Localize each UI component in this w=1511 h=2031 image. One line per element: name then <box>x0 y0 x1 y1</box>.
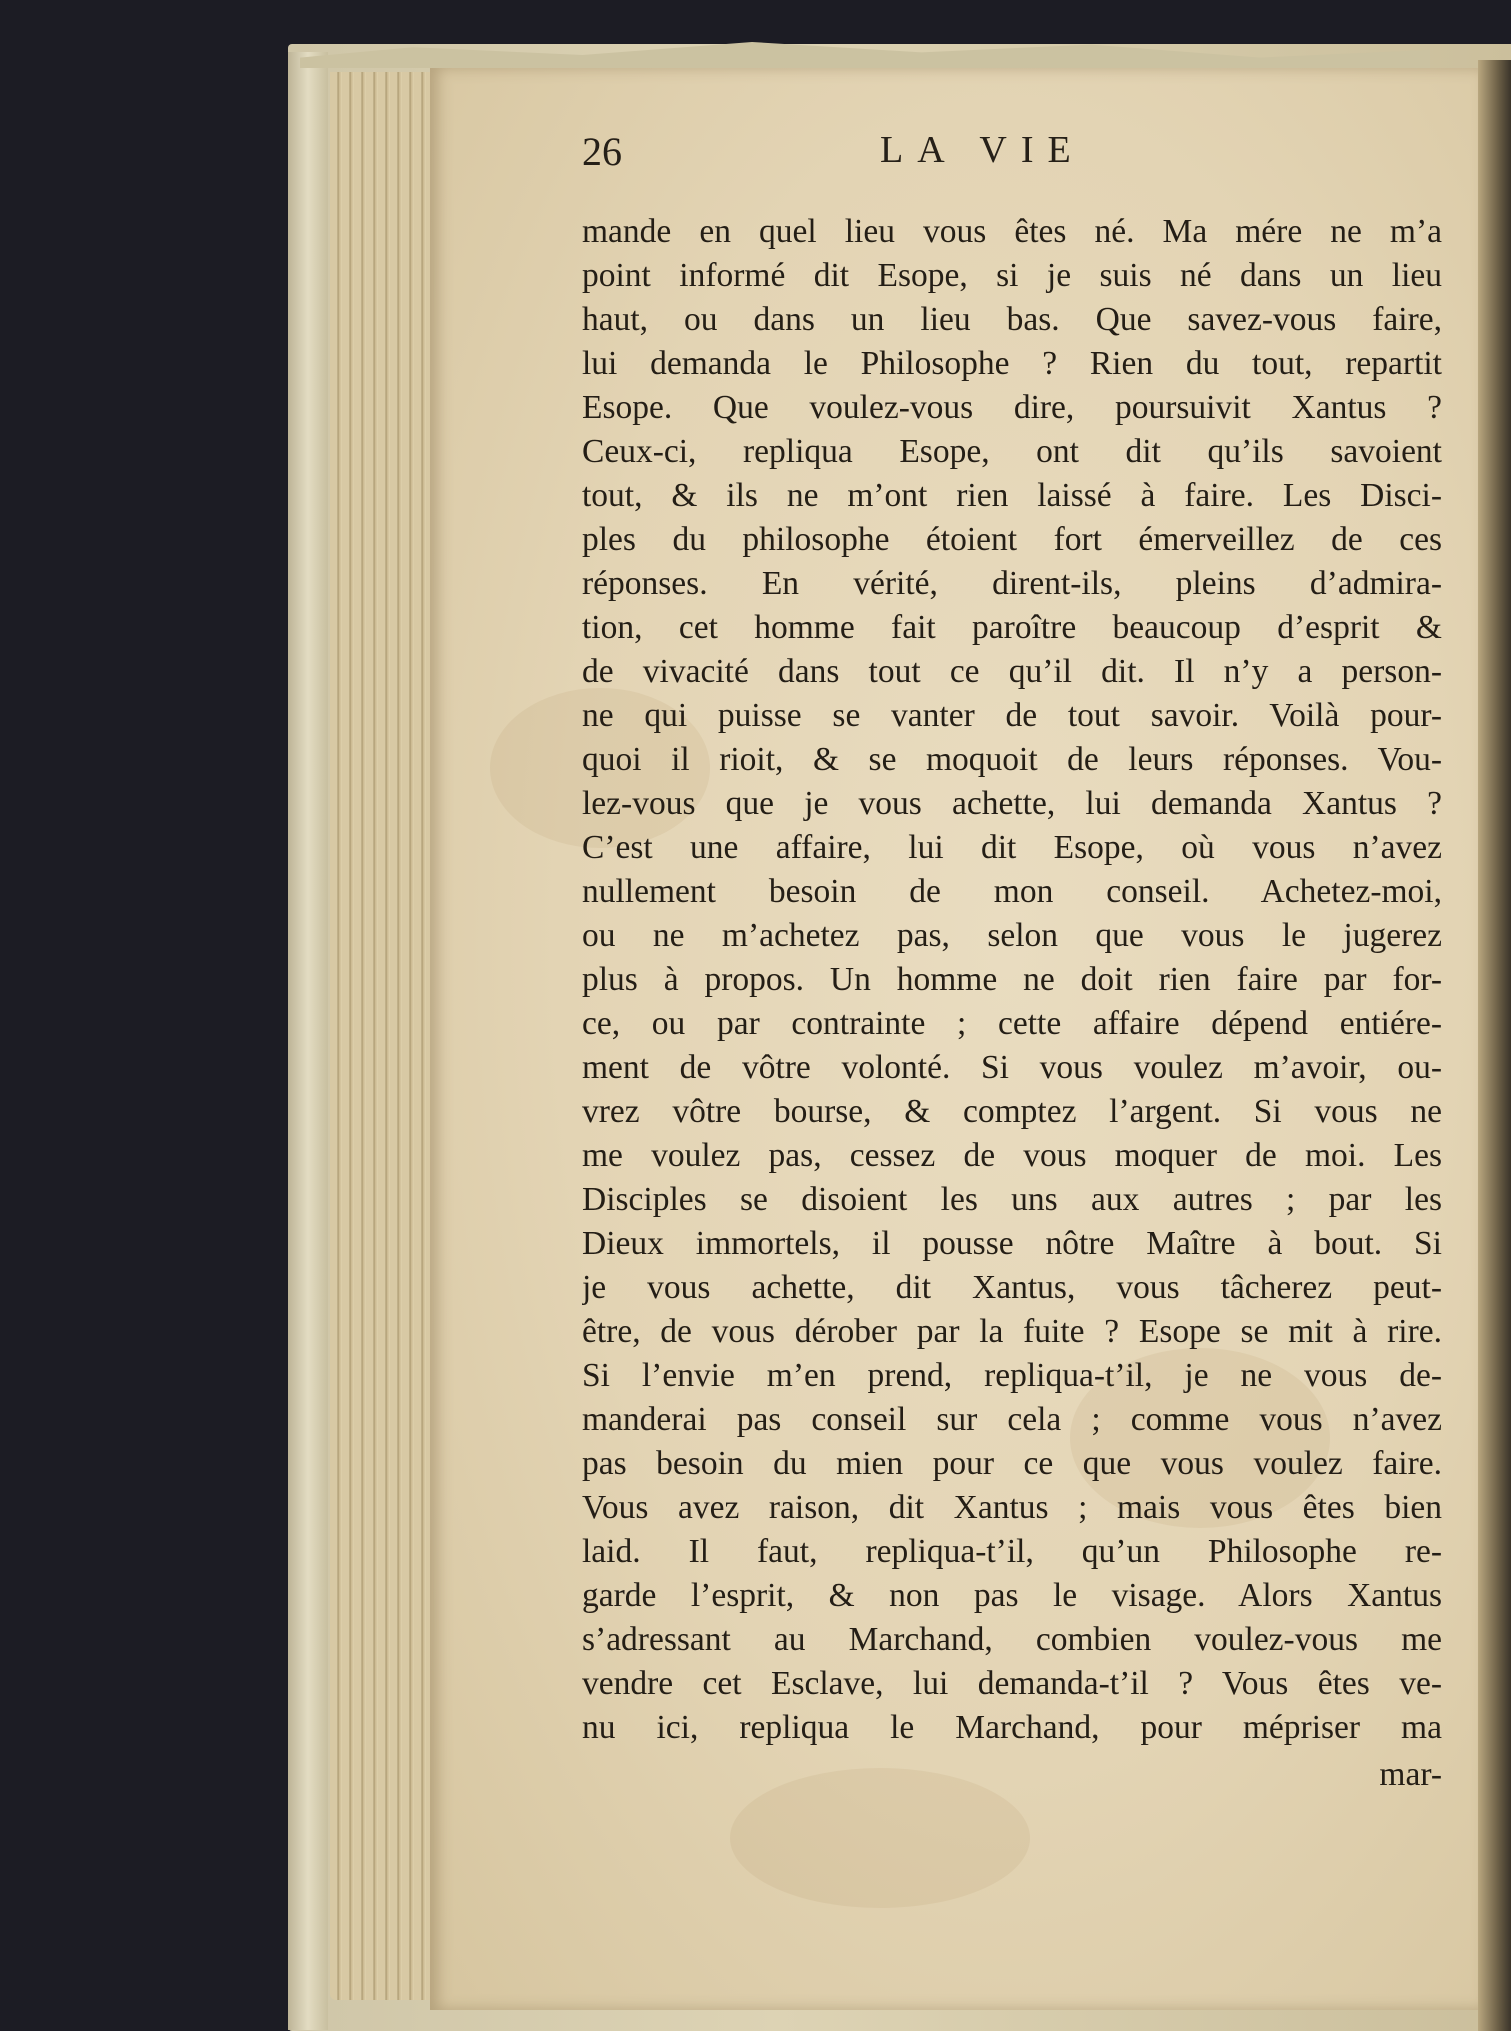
text-line: ples du philosophe étoient fort émerveillez de ces <box>582 521 1442 558</box>
text-line: laid. Il faut, repliqua-t’il, qu’un Philosophe re- <box>582 1533 1442 1570</box>
text-line: Esope. Que voulez-vous dire, poursuivit Xantus ? <box>582 389 1442 426</box>
page-edges <box>330 72 440 2000</box>
text-line: de vivacité dans tout ce qu’il dit. Il n’y a person- <box>582 653 1442 690</box>
text-line: Si l’envie m’en prend, repliqua-t’il, je ne vous de- <box>582 1357 1442 1394</box>
text-line: ne qui puisse se vanter de tout savoir. Voilà pour- <box>582 697 1442 734</box>
text-line: Disciples se disoient les uns aux autres ; par les <box>582 1181 1442 1218</box>
page-header <box>582 128 1442 182</box>
text-line: vendre cet Esclave, lui demanda-t’il ? Vous êtes ve- <box>582 1665 1442 1702</box>
text-line: plus à propos. Un homme ne doit rien faire par for- <box>582 961 1442 998</box>
text-line: C’est une affaire, lui dit Esope, où vous n’avez <box>582 829 1442 866</box>
text-line: mande en quel lieu vous êtes né. Ma mére ne m’a <box>582 213 1442 250</box>
text-line: Vous avez raison, dit Xantus ; mais vous êtes bien <box>582 1489 1442 1526</box>
text-line: haut, ou dans un lieu bas. Que savez-vous faire, <box>582 301 1442 338</box>
text-line: ou ne m’achetez pas, selon que vous le jugerez <box>582 917 1442 954</box>
text-line: pas besoin du mien pour ce que vous voulez faire. <box>582 1445 1442 1482</box>
text-line: s’adressant au Marchand, combien voulez-vous me <box>582 1621 1442 1658</box>
text-line: garde l’esprit, & non pas le visage. Alors Xantus <box>582 1577 1442 1614</box>
catchword: mar- <box>1379 1756 1442 1793</box>
text-line: me voulez pas, cessez de vous moquer de moi. Les <box>582 1137 1442 1174</box>
text-line: ment de vôtre volonté. Si vous voulez m’avoir, ou- <box>582 1049 1442 1086</box>
book-spine <box>288 52 328 2030</box>
text-line: être, de vous dérober par la fuite ? Esope se mit à rire. <box>582 1313 1442 1350</box>
text-line: lui demanda le Philosophe ? Rien du tout, repartit <box>582 345 1442 382</box>
text-line: tout, & ils ne m’ont rien laissé à faire. Les Disci- <box>582 477 1442 514</box>
text-line: lez-vous que je vous achette, lui demanda Xantus ? <box>582 785 1442 822</box>
text-line: tion, cet homme fait paroître beaucoup d’esprit & <box>582 609 1442 646</box>
body-text <box>582 210 1442 1750</box>
text-line: vrez vôtre bourse, & comptez l’argent. Si vous ne <box>582 1093 1442 1130</box>
text-line: manderai pas conseil sur cela ; comme vous n’avez <box>582 1401 1442 1438</box>
text-line: réponses. En vérité, dirent-ils, pleins d’admira- <box>582 565 1442 602</box>
text-line: point informé dit Esope, si je suis né dans un lieu <box>582 257 1442 294</box>
text-line: quoi il rioit, & se moquoit de leurs réponses. Vou- <box>582 741 1442 778</box>
text-line: nu ici, repliqua le Marchand, pour mépriser ma <box>582 1709 1442 1746</box>
text-line: Ceux-ci, repliqua Esope, ont dit qu’ils savoient <box>582 433 1442 470</box>
text-line: Dieux immortels, il pousse nôtre Maître à bout. Si <box>582 1225 1442 1262</box>
text-line: je vous achette, dit Xantus, vous tâcherez peut- <box>582 1269 1442 1306</box>
page-gutter <box>1478 60 1511 2031</box>
page-number: 26 <box>582 129 622 174</box>
text-line: nullement besoin de mon conseil. Achetez-moi, <box>582 873 1442 910</box>
running-head: LA VIE <box>880 129 1085 171</box>
text-line: ce, ou par contrainte ; cette affaire dépend entiére- <box>582 1005 1442 1042</box>
